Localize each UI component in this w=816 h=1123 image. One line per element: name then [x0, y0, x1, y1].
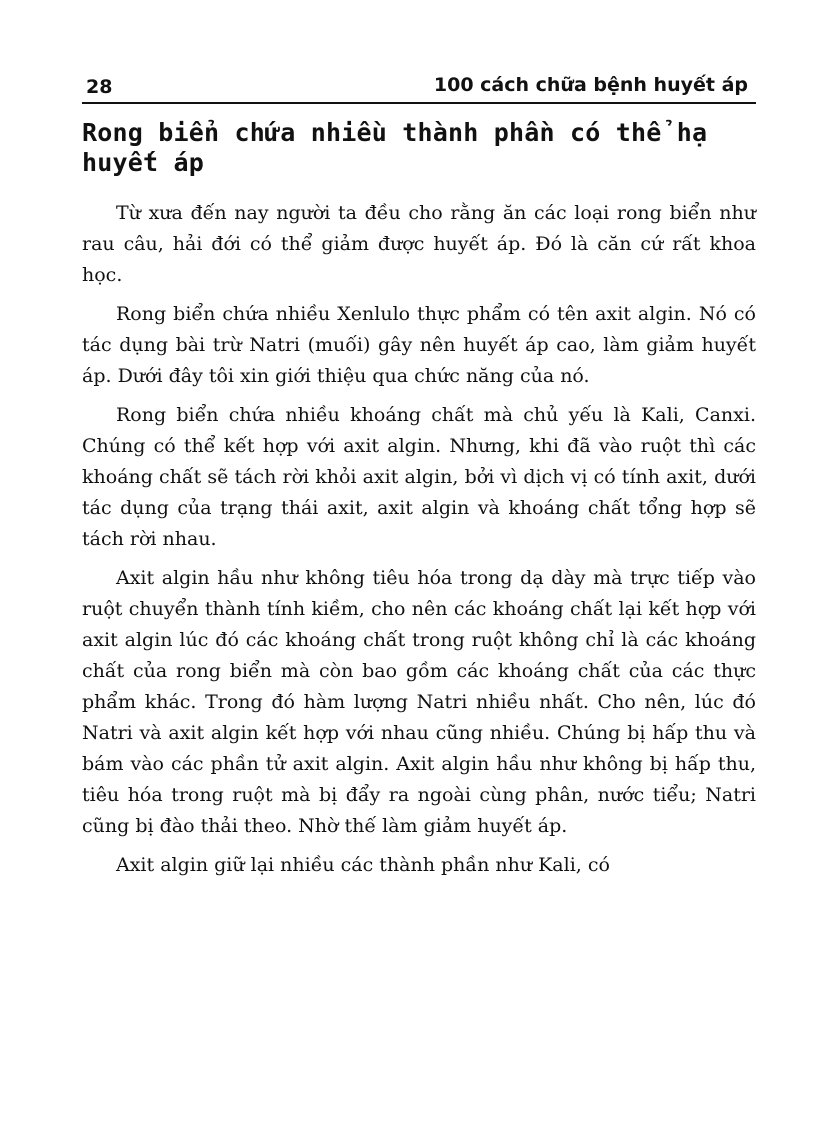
- paragraph: Axit algin giữ lại nhiều các thành phần như Kali, có: [116, 854, 610, 876]
- running-header: [82, 72, 756, 104]
- book-title: 100 cách chữa bệnh huyết áp: [433, 74, 748, 96]
- book-page: [82, 72, 756, 889]
- paragraph: Từ xưa đến nay người ta đều cho rằng ăn các loại rong biển như rau câu, hải đới có thể giảm được huyết áp. Đó là căn cứ rất khoa học.: [82, 202, 756, 286]
- paragraph: Axit algin hầu như không tiêu hóa trong dạ dày mà trực tiếp vào ruột chuyển thành tính kiềm, cho nên các khoáng chất lại kết hợp với axit algin lúc đó các khoáng chất trong ruột không chỉ là các khoáng chất của rong biển mà còn bao gồm các khoáng chất của các thực phẩm khác. Trong đó hàm lượng Natri nhiều nhất. Cho nên, lúc đó Natri và axit algin kết hợp với nhau cũng nhiều. Chúng bị hấp thu và bám vào các phần tử axit algin. Axit algin hầu như không bị hấp thu, tiêu hóa trong ruột mà bị đẩy ra ngoài cùng phân, nước tiểu; Natri cũng bị đào thải theo. Nhờ thế làm giảm huyết áp.: [82, 567, 756, 837]
- page-number: 28: [86, 76, 113, 98]
- paragraph: Rong biển chứa nhiều khoáng chất mà chủ yếu là Kali, Canxi. Chúng có thể kết hợp với axit algin. Nhưng, khi đã vào ruột thì các khoáng chất sẽ tách rời khỏi axit algin, bởi vì dịch vị có tính axit, dưới tác dụng của trạng thái axit, axit algin và khoáng chất tổng hợp sẽ tách rời nhau.: [82, 404, 756, 550]
- body-text: [82, 198, 756, 881]
- paragraph: Rong biển chứa nhiều Xenlulo thực phẩm có tên axit algin. Nó có tác dụng bài trừ Natri (muối) gây nên huyết áp cao, làm giảm huyết áp. Dưới đây tôi xin giới thiệu qua chức năng của nó.: [82, 303, 756, 387]
- section-title: Rong biển chứa nhiều thành phần có thể hạ huyết áp: [82, 118, 708, 177]
